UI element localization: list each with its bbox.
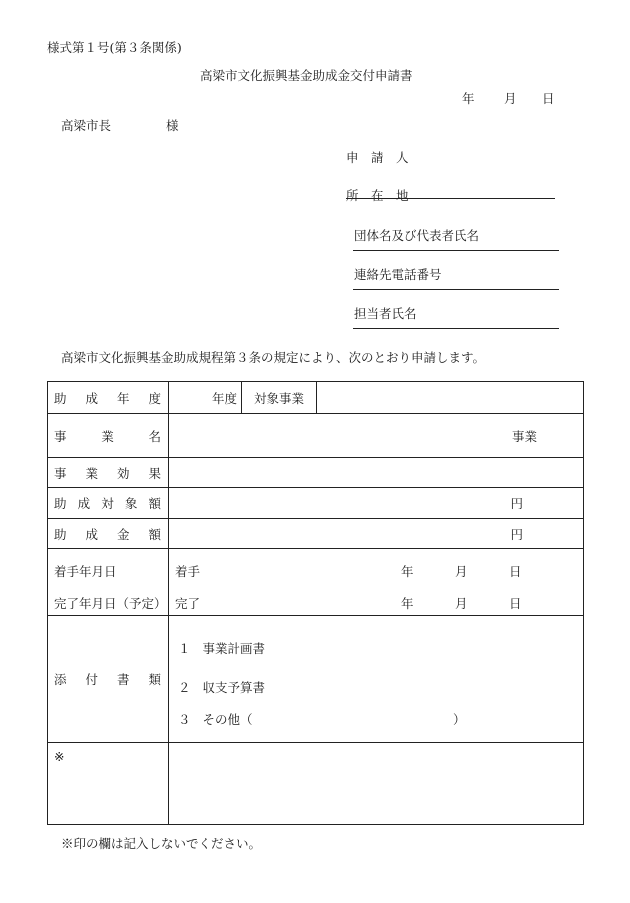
row-office-use <box>48 743 584 825</box>
address-label: 所 在 地 <box>346 188 409 203</box>
start-day-label: 日 <box>509 564 522 579</box>
office-use-field <box>169 743 584 825</box>
start-date-label: 着手年月日 <box>54 564 117 579</box>
intro-text: 高梁市文化振興基金助成規程第３条の規定により、次のとおり申請します。 <box>61 350 486 365</box>
end-month-label: 月 <box>455 596 468 611</box>
date-month-label: 月 <box>504 91 517 106</box>
project-name-input[interactable] <box>169 414 584 458</box>
form-title: 高梁市文化振興基金助成金交付申請書 <box>200 68 413 83</box>
start-month-label: 月 <box>455 564 468 579</box>
applicant-heading: 申 請 人 <box>346 150 409 165</box>
project-name-label: 事 業 名 <box>48 414 169 458</box>
address-field[interactable] <box>346 198 555 199</box>
attachments-label: 添 付 書 類 <box>48 616 169 743</box>
grant-amount-input[interactable] <box>169 519 584 549</box>
row-dates <box>48 549 584 616</box>
org-rep-field[interactable] <box>353 250 559 251</box>
phone-field[interactable] <box>353 289 559 290</box>
date-day-label: 日 <box>542 91 555 106</box>
end-date-label: 完了年月日（予定） <box>54 596 167 611</box>
fiscal-year-label: 助 成 年 度 <box>48 382 169 414</box>
date-year-label: 年 <box>462 91 475 106</box>
attachment-item-3: ３ その他（ <box>178 712 253 727</box>
grant-amount-unit: 円 <box>510 526 523 542</box>
project-name-suffix: 事業 <box>511 428 537 444</box>
end-day-label: 日 <box>509 596 522 611</box>
fiscal-year-suffix: 年度 <box>211 390 237 406</box>
row-fiscal-year <box>48 382 584 414</box>
start-year-label: 年 <box>401 564 414 579</box>
footnote: ※印の欄は記入しないでください。 <box>61 836 262 851</box>
fiscal-year-input[interactable] <box>169 382 242 413</box>
application-table <box>47 381 584 825</box>
phone-label: 連絡先電話番号 <box>354 267 442 282</box>
attachment-item-1: １ 事業計画書 <box>178 641 266 656</box>
target-amount-label: 助 成 対 象 額 <box>48 488 169 519</box>
addressee-honorific: 様 <box>166 118 179 133</box>
target-project-input[interactable] <box>317 382 583 413</box>
row-target-amount <box>48 488 584 519</box>
target-project-label: 対象事業 <box>242 382 317 413</box>
addressee-name: 高梁市長 <box>61 118 112 133</box>
end-date-input[interactable] <box>169 582 583 615</box>
target-amount-unit: 円 <box>510 496 523 511</box>
dates-label <box>48 549 169 616</box>
row-attachments <box>48 616 584 743</box>
start-date-input[interactable] <box>169 549 583 582</box>
row-project-name <box>48 414 584 458</box>
other-close-paren: ） <box>453 712 466 727</box>
row-project-effect <box>48 458 584 488</box>
contact-label: 担当者氏名 <box>354 306 417 321</box>
project-effect-input[interactable] <box>169 458 584 488</box>
form-number: 様式第１号(第３条関係) <box>47 40 182 55</box>
end-prefix: 完了 <box>175 596 201 611</box>
office-use-label: ※ <box>48 743 169 825</box>
attachment-item-2: ２ 収支予算書 <box>178 680 266 695</box>
other-attachment-input[interactable] <box>259 707 449 725</box>
end-year-label: 年 <box>401 596 414 611</box>
org-rep-label: 団体名及び代表者氏名 <box>354 228 480 243</box>
contact-field[interactable] <box>353 328 559 329</box>
project-effect-label: 事 業 効 果 <box>48 458 169 488</box>
start-prefix: 着手 <box>175 564 201 579</box>
grant-amount-label: 助 成 金 額 <box>48 519 169 549</box>
row-grant-amount <box>48 519 584 549</box>
target-amount-input[interactable] <box>169 488 584 519</box>
